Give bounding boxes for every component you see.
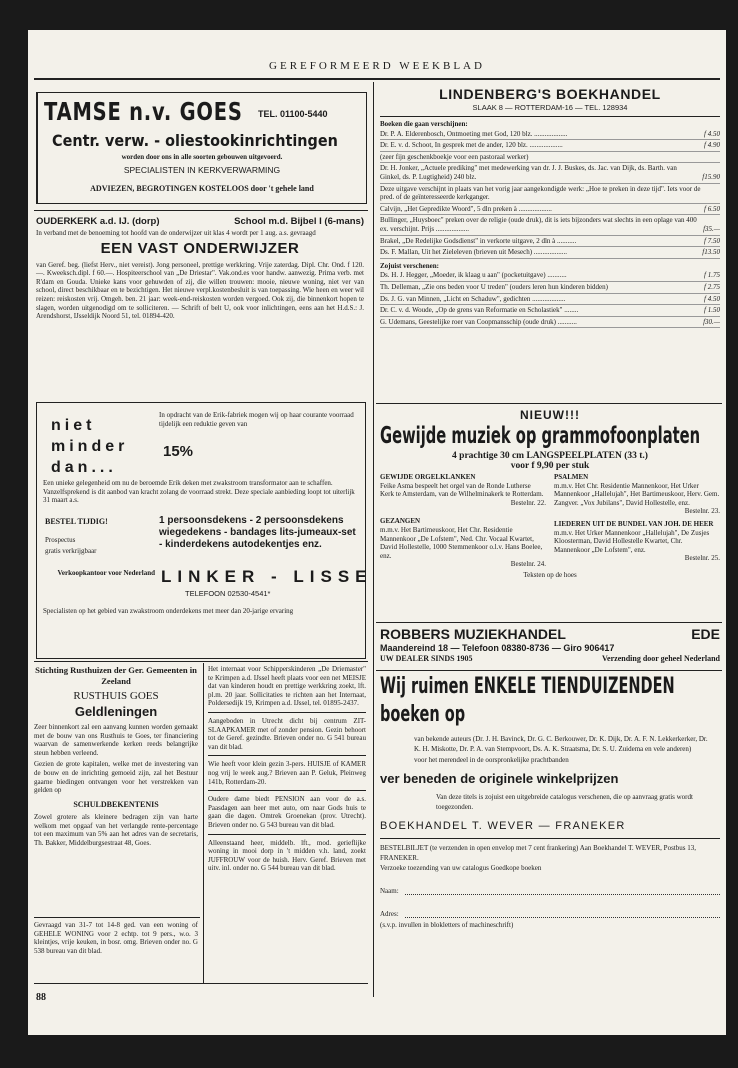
woning-ad: Gevraagd van 31-7 tot 14-8 ged. van een woning of GEHELE WONING voor 2 echtp. tot 9 pers., w.o. 3 kleintjes, vrije keuken, in bosr. omg. Brieven onder no. G 538 bureau van dit blad. (34, 921, 198, 955)
nieuw-title: Gewijde muziek op grammofoonplaten (380, 423, 701, 449)
book-entry (380, 152, 720, 164)
book-price: f35.— (703, 224, 720, 233)
record-orgelklanken (380, 473, 546, 507)
header-rule (34, 78, 720, 80)
linker-ad (36, 402, 373, 659)
record-title: PSALMEN (554, 473, 589, 481)
robbers-name: ROBBERS MUZIEKHANDEL (380, 626, 566, 642)
linker-products: 1 persoonsdekens - 2 persoonsdekens wiegedekens - bandages lits-jumeaux-set - kinderdekens autodekentjes enz. (159, 515, 356, 550)
book-entry (380, 204, 720, 216)
book-title: G. Udemans, Geestelijke roer van Coopmansschip (oude druk) ........... (380, 317, 577, 326)
verkoopkantoor: Verkoopkantoor voor Nederland (57, 569, 155, 577)
masthead: GEREFORMEERD WEEKBLAD (269, 60, 485, 72)
ouderkerk-intro: In verband met de benoeming tot hoofd van de onderwijzer uit klas 4 wordt per 1 aug. a.s. gevraagd (36, 229, 316, 237)
wever-ad (380, 674, 720, 930)
rusthuis-p1: Zeer binnenkort zal een aanvang kunnen worden gemaakt met de bouw van ons Rusthuis te Goes, ter financiering waarvan de samenwerkende kerken reeds belangrijke steun hebben verleend. (34, 723, 198, 757)
linker-slogan (51, 415, 128, 478)
linker-name: LINKER - LISSE (161, 567, 373, 586)
book-title: Ds. H. J. Hegger, „Moeder, ik klaag u aan" (pocketuitgave) ........... (380, 271, 567, 280)
slogan-line-2: minder (51, 438, 129, 455)
books-new-list (380, 270, 720, 328)
book-price: f13.50 (702, 248, 720, 257)
naam-line[interactable] (405, 886, 720, 895)
rusthuis-org: Stichting Rusthuizen der Ger. Gemeenten in Zeeland (35, 665, 197, 686)
book-title: Ds. F. Mallan, Uit het Zieleleven (brieven uit Mesech) ................... (380, 248, 568, 257)
record-nr: Bestelnr. 22. (510, 498, 546, 507)
small-ad-kamer: Aangeboden in Utrecht dicht bij centrum ZIT-SLAAPKAMER met of zonder pension. Gezin behoort tot de Geref. gezindte. Brieven onder no. G 541 bureau van dit blad. (208, 716, 366, 751)
column-divider (373, 82, 374, 997)
book-title: Calvijn, „Het Gepredikte Woord", 5 dln preken à ................... (380, 204, 552, 213)
record-desc: m.m.v. Het Chr. Residentie Mannenkoor, Het Urker Mannenkoor „Hallelujah", Het Bartimeuskoor, Herv. Gem. Zangver. „Vox Jubilans", David Hollestelle, enz. (554, 481, 720, 507)
book-entry (380, 140, 720, 152)
nieuw-label: NIEUW!!! (520, 408, 580, 422)
wever-headline1: Wij ruimen ENKELE TIENDUIZENDEN (380, 674, 675, 699)
record-desc: m.m.v. Het Bartimeuskoor, Het Chr. Residentie Mannenkoor „De Lofstem", Ned. Chr. Vocaal Kwartet, David Hollestelle, 1000 Stemmenkoor o.l.v. Hans Boelee, enz. (380, 525, 543, 560)
book-entry (380, 305, 720, 317)
book-title: Deze uitgave verschijnt in plaats van het vorig jaar aangekondigde werk: „Hoe te preken in deze tijd". Iets voor de pred. of de geïnteresseerde kerkganger. (380, 184, 701, 202)
record-nr: Bestelnr. 23. (684, 507, 720, 516)
small-ad-pension: Oudere dame biedt PENSION aan voor de a.s. Paasdagen aan heer met auto, om naar Gods huis te gaan die dagen. Omtrek Groenekan (prov. Utrecht). Brieven onder no. G 543 bureau van dit blad. (208, 795, 366, 829)
record-desc: Feike Asma bespeelt het orgel van de Ronde Lutherse Kerk te Amsterdam, van de Wilhelminakerk te Rotterdam. (380, 481, 544, 499)
book-entry (380, 184, 720, 204)
small-ad-juffrouw: Alleenstaand heer, middelb. lft., mod. gerieflijke woning in mooi dorp in 't midden v.h. land, zoekt JUFFROUW voor de huish. Herv. Geref. Brieven met uitv. inl. onder no. G 544 bureau van dit blad. (208, 838, 366, 873)
naam-label: Naam: (380, 886, 399, 895)
book-title: Dr. E. v. d. Schoot, In gesprek met de ander, 120 blz. ................... (380, 141, 563, 150)
robbers-shipping: Verzending door geheel Nederland (602, 654, 720, 663)
lindenberg-address: SLAAK 8 — ROTTERDAM-16 — TEL. 128934 (472, 103, 628, 112)
adres-label: Adres: (380, 909, 399, 918)
slogan-line-1: niet (51, 417, 96, 434)
tamse-ad (36, 92, 367, 204)
ouderkerk-title: OUDERKERK a.d. IJ. (dorp) (36, 216, 160, 227)
record-liederen (554, 520, 720, 563)
book-price: f 2.75 (704, 282, 720, 291)
book-price: f 6.50 (704, 204, 720, 213)
rusthuis-name: RUSTHUIS GOES (73, 690, 159, 702)
small-ad-huisje: Wie heeft voor klein gezin 3-pers. HUISJE of KAMER nog vrij le week aug.? Brieven aan P. Geluk, Pleinweg 141b, Rotterdam-20. (208, 760, 366, 786)
books-new-heading: Zojuist verschenen: (380, 261, 439, 270)
record-gezangen (380, 517, 546, 569)
record-title: GEWIJDE ORGELKLANKEN (380, 473, 476, 481)
book-entry (380, 270, 720, 282)
wever-catalog: Van deze titels is zojuist een uitgebreide catalogus verschenen, die op aanvraag gratis wordt toegezonden. (436, 792, 693, 811)
linker-telefoon: TELEFOON 02530-4541* (185, 589, 271, 598)
page-number: 88 (36, 992, 46, 1003)
linker-footer: Specialisten op het gebied van zwakstroom onderdekens met meer dan 20-jarige ervaring (43, 607, 294, 615)
tamse-line4: ADVIEZEN, BEGROTINGEN KOSTELOOS door 't gehele land (90, 184, 314, 193)
adres-field[interactable] (380, 909, 720, 918)
record-psalmen (554, 473, 720, 516)
rusthuis-sub: SCHULDBEKENTENIS (73, 799, 159, 809)
book-price: f 4.50 (704, 294, 720, 303)
book-entry (380, 282, 720, 294)
prospectus: Prospectus (45, 536, 76, 544)
record-title: LIEDEREN UIT DE BUNDEL VAN JOH. DE HEER (554, 519, 714, 528)
nieuw-sub: 4 prachtige 30 cm LANGSPEELPLATEN (33 t.) (452, 451, 648, 461)
book-entry (380, 215, 720, 235)
book-entry (380, 317, 720, 329)
nieuw-ad (380, 408, 720, 580)
tamse-line3: SPECIALISTEN IN KERKVERWARMING (123, 165, 281, 175)
wever-bestelbiljet: BESTELBILJET (te verzenden in open envelop met 7 cent frankering) Aan Boekhandel T. WEVER, Postbus 13, FRANEKER. (380, 843, 696, 862)
rusthuis-p2: Gezien de grote kapitalen, welke met de investering van de bouw en de inrichting gemoeid zijn, zal het Bestuur gaarne biedingen ontvangen voor het verstrekken van gelden op (34, 760, 198, 795)
robbers-city: EDE (691, 626, 720, 642)
gratis: gratis verkrijgbaar (45, 547, 97, 555)
ouderkerk-ad (36, 216, 364, 321)
rusthuis-ad (34, 665, 198, 848)
wever-authors: van bekende auteurs (Dr. J. H. Bavinck, Dr. G. C. Berkouwer, Dr. K. Dijk, Dr. A. F. N. Lekkerkerker, Dr. K. H. Miskotte, Dr. P. A. van Stempvoort, Ds. A. K. Straatsma, Dr. S. U. Zuidema en vele anderen) (414, 735, 708, 753)
book-title: (zeer fijn geschenkboekje voor een pastoraal werker) (380, 152, 529, 161)
record-nr: Bestelnr. 25. (684, 554, 720, 563)
books-upcoming-list (380, 129, 720, 259)
ouderkerk-heading: EEN VAST ONDERWIJZER (100, 239, 300, 257)
books-upcoming-heading: Boeken die gaan verschijnen: (380, 120, 468, 128)
ouderkerk-body: van Geref. beg. (liefst Herv., niet vereist). Jong personeel, prettige werkkring. Vrije zaterdag. Dipl. Chr. Ond. f 120.—. Kweeksch.dipl. f 60.—. Hospiteerschool van „De Driestar". Vak.ond.es voor handw. aanwezig. Prima verb. met R'dam en Gouda. Unieke kans voor gehuwden of zij, die willen trouwen: mooie, nieuwe woning, niet ver van school, direct beschikbaar en te bezichtigen. Het nieuwe verpl.kostenbesluit is van toepassing. Wie heen en weer wil reizen: reiskosten vrij. Omgeh. ben. 21 jaar: week-end-reiskosten worden vergoed. Ook zij, die binnenkort hopen te slagen, worden uitgenodigd om te solliciteren. — Schrift of belt U, ook voor inlichtingen, eens aan het H.d.S.: J. Arendshorst, IJsseldijk Noord 51, tel. 01894-420. (36, 260, 364, 321)
linker-intro: In opdracht van de Erik-fabriek mogen wij op haar courante voorraad tijdelijk een reduktie geven van (159, 411, 354, 428)
nieuw-price: voor f 9,90 per stuk (510, 461, 590, 471)
adres-line[interactable] (405, 909, 720, 918)
record-nr: Bestelnr. 24. (510, 560, 546, 569)
nieuw-footer: Teksten op de hoes (523, 570, 577, 579)
book-price: f 7.50 (704, 236, 720, 245)
tamse-line1: Centr. verw. - oliestookinrichtingen (52, 131, 338, 150)
book-title: Bullinger, „Huysboec" preken over de religie (oude druk), dit is iets bijzonders wat slechts in een oplage van 400 ex. verschijnt. Prijs ................... (380, 216, 697, 233)
book-title: Th. Delleman, „Zie ons beden voor U treden" (ouders leren hun kinderen bidden) (380, 282, 608, 291)
tamse-tel: TEL. 01100-5440 (258, 109, 328, 119)
book-price: f 4.90 (704, 141, 720, 150)
book-entry (380, 163, 720, 183)
ouderkerk-school: School m.d. Bijbel I (6-mans) (234, 216, 364, 227)
slogan-line-3: dan... (51, 459, 117, 476)
tamse-line2: worden door ons in alle soorten gebouwen uitgevoerd. (121, 153, 283, 161)
book-title: Brakel, „De Redelijke Godsdienst" in verkorte uitgave, 2 dln à ........... (380, 236, 577, 245)
book-entry (380, 294, 720, 306)
lindenberg-ad (380, 86, 720, 328)
naam-field[interactable] (380, 886, 720, 895)
book-entry (380, 129, 720, 141)
wever-price-line: ver beneden de originele winkelprijzen (380, 770, 619, 786)
lindenberg-name: LINDENBERG'S BOEKHANDEL (439, 86, 661, 102)
linker-percent: 15% (163, 443, 194, 460)
book-price: f 4.50 (704, 129, 720, 138)
book-title: Dr. P. A. Elderenbosch, Ontmoeting met God, 120 blz. ................... (380, 129, 568, 138)
book-price: f30.— (703, 317, 720, 326)
book-title: Dr. H. Jonker, „Actuele prediking" met medewerking van dr. J. J. Buskes, ds. Jac. van Dijk, ds. Barth. van Ginkel, ds. P. Lugtigheid) 240 blz. (380, 164, 677, 181)
rusthuis-heading: Geldleningen (74, 704, 158, 719)
wever-editions: voor het merendeel in de oorspronkelijke prachtbanden (414, 756, 569, 764)
linker-body: Een unieke gelegenheid om nu de beroemde Erik deken met zwakstroom transformator aan te schaffen. Vanzelfsprekend is dit aanbod van kracht zolang de voorraad strekt. Deze speciale aanbieding loopt tot uiterlijk 31 maart a.s. (43, 479, 355, 505)
book-entry (380, 236, 720, 248)
book-title: Ds. J. G. van Minnen, „Licht en Schaduw", gedichten ................... (380, 294, 566, 303)
wever-request: Verzoeke toezending van uw catalogus Goedkope boeken (380, 863, 542, 872)
wever-note: (s.v.p. invullen in blokletters of machineschrift) (380, 921, 514, 930)
newspaper-page (28, 30, 726, 1035)
book-price: f 1.75 (704, 271, 720, 280)
bestel-tijdig: BESTEL TIJDIG! (45, 517, 108, 526)
book-price: f 1.50 (704, 306, 720, 315)
book-title: Dr. C. v. d. Woude, „Op de grens van Reformatie en Scholastiek" ........ (380, 306, 579, 315)
book-price: f15.90 (702, 172, 720, 181)
wever-shop: BOEKHANDEL T. WEVER — FRANEKER (380, 819, 626, 832)
record-desc: m.m.v. Het Urker Mannenkoor „Hallelujah", De Zusjes Kloosterman, David Hollestelle Kwartet, Chr. Mannenkoor „De Lofstem", enz. (554, 528, 710, 554)
small-ad-meisje: Het internaat voor Schipperskinderen „De Driemaster" te Krimpen a.d. IJssel heeft plaats voor een net MEISJE dat van kinderen houdt en prettige werkkring zoekt, lft. pl.m. 20 jaar. Sollicitaties te richten aan het Internaat, Poldersedijk 19, Krimpen a.d. IJssel, tel. 01895-2437. (208, 665, 366, 708)
rusthuis-p3: Zowel grotere als kleinere bedragen zijn van harte welkom met opgaaf van het verlangde rente-percentage tot een maximum van 5% aan het adres van de secretaris, Th. Bakker, Middelburgsestraat 48, Goes. (34, 813, 198, 848)
robbers-dealer: UW DEALER SINDS 1905 (380, 654, 473, 663)
tamse-name: TAMSE n.v. GOES (44, 97, 243, 126)
record-title: GEZANGEN (380, 517, 421, 526)
wever-headline2: boeken op (380, 702, 466, 727)
robbers-address: Maandereind 18 — Telefoon 08380-8736 — Giro 906417 (380, 643, 615, 653)
small-ads (208, 665, 366, 873)
robbers-ad (380, 626, 720, 663)
book-entry (380, 247, 720, 259)
